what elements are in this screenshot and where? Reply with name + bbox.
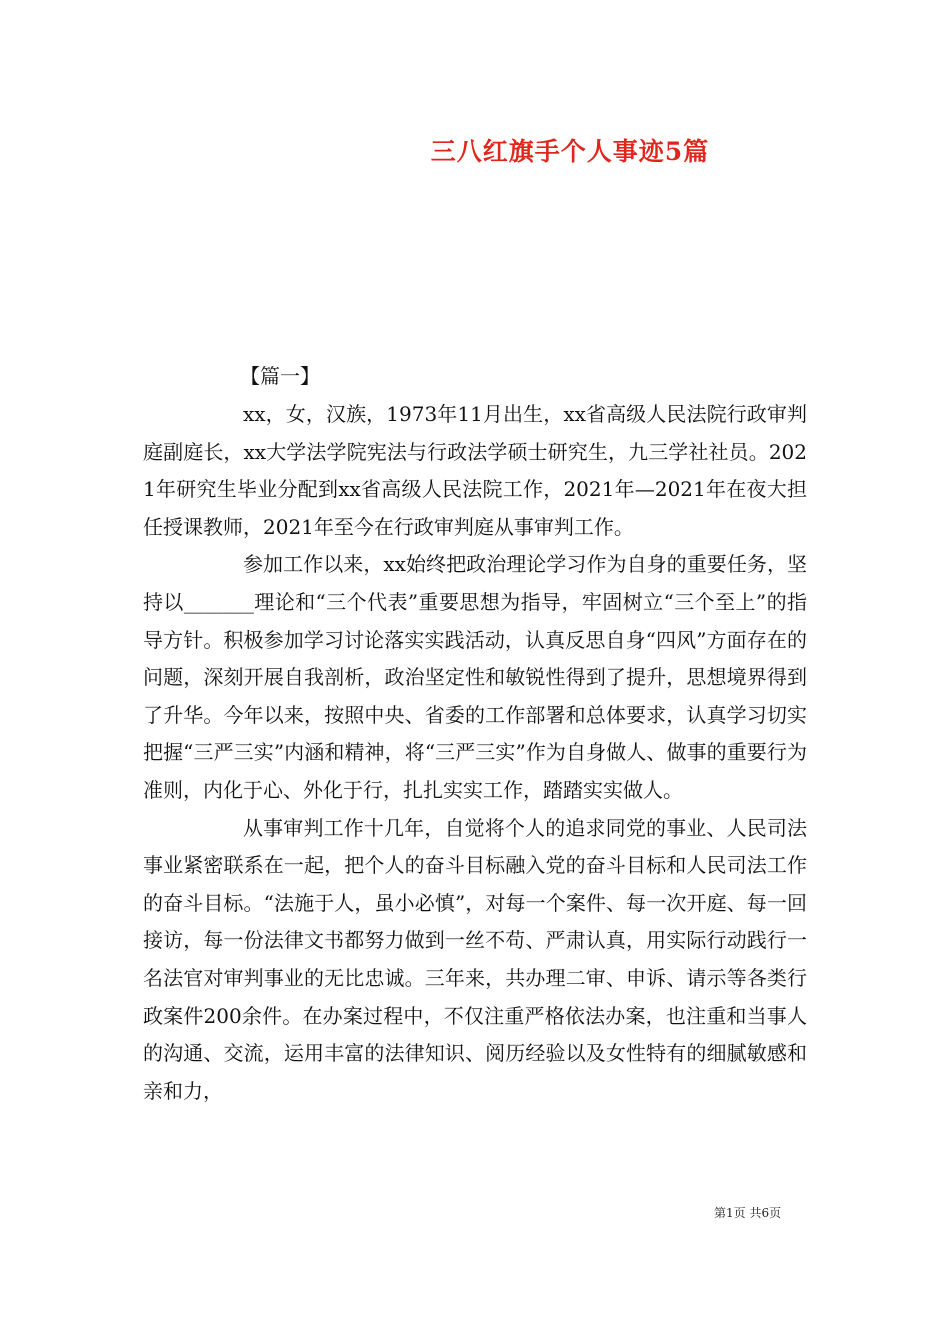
paragraph-3: 从事审判工作十几年，自觉将个人的追求同党的事业、人民司法事业紧密联系在一起，把个人的奋斗目标融入党的奋斗目标和人民司法工作的奋斗目标。“法施于人，虽小必慎”，对每一个案件、每一次开庭、每一回接访，每一份法律文书都努力做到一丝不苟、严肃认真，用实际行动践行一名法官对审判事业的无比忠诚。三年来，共办理二审、申诉、请示等各类行政案件200余件。在办案过程中，不仅注重严格依法办案，也注重和当事人的沟通、交流，运用丰富的法律知识、阅历经验以及女性特有的细腻敏感和亲和力， (143, 815, 807, 1103)
paragraph-2: 参加工作以来，xx始终把政治理论学习作为自身的重要任务，坚持以_______理论和“三个代表”重要思想为指导，牢固树立“三个至上”的指导方针。积极参加学习讨论落实实践活动，认真反思自身“四风”方面存在的问题，深刻开展自我剖析，政治坚定性和敏锐性得到了提升，思想境界得到了升华。今年以来，按照中央、省委的工作部署和总体要求，认真学习切实把握“三严三实”内涵和精神，将“三严三实”作为自身做人、做事的重要行为准则，内化于心、外化于行，扎扎实实工作，踏踏实实做人。 (143, 552, 807, 802)
document-title: 三八红旗手个人事迹5篇 (430, 137, 710, 166)
document-body (143, 396, 807, 1110)
paragraph-1: xx，女，汉族，1973年11月出生，xx省高级人民法院行政审判庭副庭长，xx大学法学院宪法与行政法学硕士研究生，九三学社社员。2021年研究生毕业分配到xx省高级人民法院工作，2021年—2021年在夜大担任授课教师，2021年至今在行政审判庭从事审判工作。 (143, 402, 807, 539)
page-number-footer: 第1页 共6页 (714, 1206, 782, 1220)
section-heading: 【篇一】 (240, 364, 320, 388)
